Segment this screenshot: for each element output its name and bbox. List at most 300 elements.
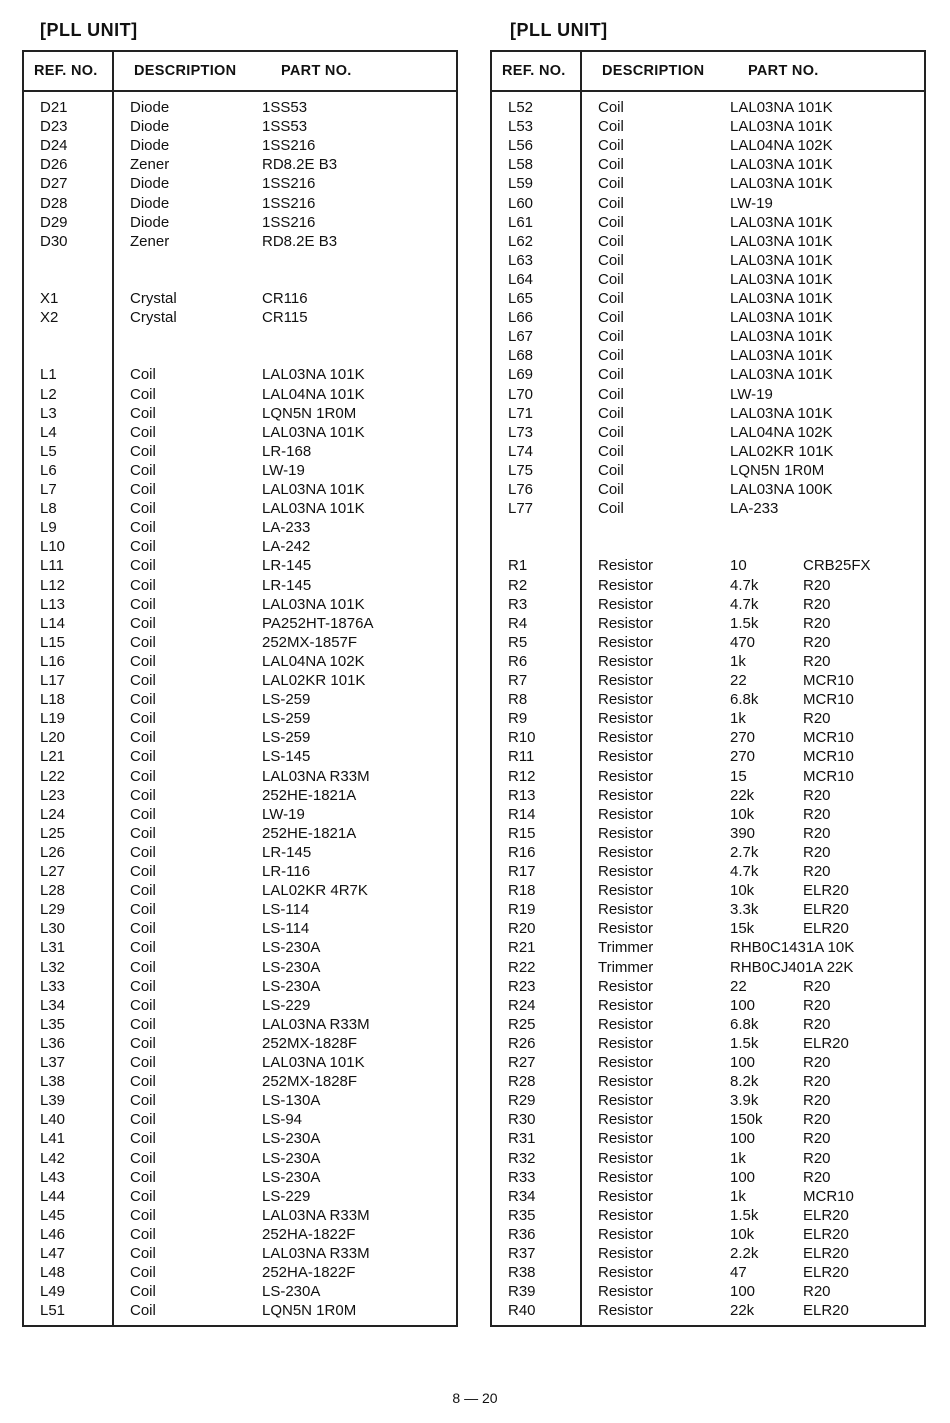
table-row xyxy=(24,938,456,957)
part-no-cell: 2.2k xyxy=(730,1245,759,1262)
table-row xyxy=(24,1282,456,1301)
part-no-cell: LAL03NA 101K xyxy=(730,404,833,422)
part-no-cell: 1SS216 xyxy=(262,194,316,212)
ref-no-cell: L64 xyxy=(508,270,534,288)
ref-no-cell: L28 xyxy=(40,882,66,900)
table-row xyxy=(492,1034,924,1053)
table-row xyxy=(492,1129,924,1148)
description-cell: Resistor xyxy=(598,1187,654,1205)
part-no-cell: LR-145 xyxy=(262,843,312,861)
description-cell: Resistor xyxy=(598,1302,654,1320)
ref-no-cell: D29 xyxy=(40,213,68,231)
table-row xyxy=(24,843,456,862)
table-row xyxy=(24,633,456,652)
table-row xyxy=(492,652,924,671)
part-type-cell: R20 xyxy=(803,576,831,594)
description-cell: Resistor xyxy=(598,1130,654,1148)
description-cell: Coil xyxy=(130,996,156,1014)
table-row xyxy=(492,862,924,881)
description-cell: Crystal xyxy=(130,309,177,327)
part-no-cell: 22 xyxy=(730,977,747,995)
table-row xyxy=(492,690,924,709)
description-cell: Resistor xyxy=(598,1225,654,1243)
ref-no-cell: L43 xyxy=(40,1168,66,1186)
part-no-cell: 22k xyxy=(730,1302,755,1320)
part-no-cell: LAL03NA 101K xyxy=(262,500,365,518)
ref-no-cell: R8 xyxy=(508,691,528,709)
description-cell: Resistor xyxy=(598,767,654,785)
part-type-cell: R20 xyxy=(803,652,831,670)
part-no-cell: 1SS216 xyxy=(262,175,316,193)
ref-no-cell: L69 xyxy=(508,366,534,384)
description-cell: Resistor xyxy=(598,1034,654,1052)
description-cell: Resistor xyxy=(598,920,654,938)
ref-no-cell: L40 xyxy=(40,1111,66,1129)
ref-no-cell: R33 xyxy=(508,1168,536,1186)
ref-no-cell: L18 xyxy=(40,691,66,709)
ref-no-cell: R38 xyxy=(508,1264,536,1282)
table-row xyxy=(492,1225,924,1244)
part-no-cell: RD8.2E B3 xyxy=(262,232,338,250)
ref-no-cell: D26 xyxy=(40,156,68,174)
table-row xyxy=(492,824,924,843)
description-cell: Resistor xyxy=(598,901,654,919)
ref-no-cell: D23 xyxy=(40,118,68,136)
description-cell: Coil xyxy=(598,442,624,460)
table-row xyxy=(492,1263,924,1282)
ref-no-cell: L73 xyxy=(508,423,534,441)
description-cell: Coil xyxy=(598,194,624,212)
part-type-cell: R20 xyxy=(803,1111,831,1129)
description-cell: Coil xyxy=(130,1054,156,1071)
table-row xyxy=(24,136,456,155)
part-no-cell: LAL03NA 101K xyxy=(262,1054,365,1071)
ref-no-cell: L21 xyxy=(40,748,66,766)
ref-no-cell: L63 xyxy=(508,251,534,269)
part-type-cell: MCR10 xyxy=(803,729,854,747)
header-description: DESCRIPTION xyxy=(134,63,237,79)
description-cell: Resistor xyxy=(598,843,654,861)
description-cell: Coil xyxy=(130,1073,156,1091)
ref-no-cell: L41 xyxy=(40,1130,66,1148)
ref-no-cell: L71 xyxy=(508,404,534,422)
ref-no-cell: L59 xyxy=(508,175,534,193)
table-row xyxy=(24,595,456,614)
description-cell: Coil xyxy=(130,863,156,880)
description-cell: Zener xyxy=(130,232,170,250)
part-no-cell: LAL03NA R33M xyxy=(262,1015,370,1033)
description-cell: Diode xyxy=(130,213,170,231)
description-cell: Coil xyxy=(130,1034,156,1052)
part-type-cell: ELR20 xyxy=(803,1302,849,1320)
description-cell: Coil xyxy=(130,805,156,823)
table-row xyxy=(24,442,456,461)
table-row xyxy=(492,499,924,518)
table-row xyxy=(24,1206,456,1225)
description-cell: Coil xyxy=(130,1111,156,1129)
part-no-cell: 100 xyxy=(730,1130,756,1148)
part-type-cell: ELR20 xyxy=(803,1034,849,1052)
ref-no-cell: R25 xyxy=(508,1015,536,1033)
table-row xyxy=(24,652,456,671)
part-no-cell: LS-230A xyxy=(262,977,321,995)
part-no-cell: LS-229 xyxy=(262,996,311,1014)
ref-no-cell: L3 xyxy=(40,404,57,422)
part-no-cell: LAL04NA 102K xyxy=(730,423,833,441)
part-type-cell: R20 xyxy=(803,824,831,842)
description-cell: Coil xyxy=(598,500,624,518)
part-type-cell: MCR10 xyxy=(803,1187,854,1205)
part-no-cell: LS-259 xyxy=(262,691,311,709)
table-row xyxy=(24,958,456,977)
ref-no-cell: R11 xyxy=(508,748,535,766)
table-row xyxy=(24,690,456,709)
table-row xyxy=(492,671,924,690)
part-type-cell: ELR20 xyxy=(803,1264,849,1282)
part-no-cell: LS-230A xyxy=(262,939,321,957)
ref-no-cell: L42 xyxy=(40,1149,66,1167)
part-type-cell: ELR20 xyxy=(803,1225,849,1243)
ref-no-cell: L6 xyxy=(40,461,57,479)
table-row xyxy=(24,365,456,384)
ref-no-cell: D27 xyxy=(40,175,68,193)
table-row xyxy=(492,1110,924,1129)
part-no-cell: 10k xyxy=(730,805,755,823)
part-no-cell: 8.2k xyxy=(730,1073,759,1091)
description-cell: Coil xyxy=(130,1149,156,1167)
part-type-cell: R20 xyxy=(803,1168,831,1186)
table-row xyxy=(24,1301,456,1320)
ref-no-cell: L1 xyxy=(40,366,57,384)
part-no-cell: 252MX-1828F xyxy=(262,1073,358,1091)
ref-no-cell: L9 xyxy=(40,519,57,537)
table-row xyxy=(492,747,924,766)
description-cell: Diode xyxy=(130,175,170,193)
part-no-cell: 252MX-1857F xyxy=(262,633,358,651)
description-cell: Coil xyxy=(130,977,156,995)
part-no-cell: LS-114 xyxy=(262,901,310,919)
description-cell: Resistor xyxy=(598,977,654,995)
part-type-cell: R20 xyxy=(803,1149,831,1167)
table-header xyxy=(492,52,924,92)
ref-no-cell: R22 xyxy=(508,958,536,976)
part-type-cell: R20 xyxy=(803,805,831,823)
description-cell: Coil xyxy=(130,1092,156,1110)
part-type-cell: ELR20 xyxy=(803,901,849,919)
part-no-cell: LS-230A xyxy=(262,958,321,976)
table-header xyxy=(24,52,456,92)
table-row xyxy=(492,423,924,442)
ref-no-cell: L66 xyxy=(508,309,534,327)
part-no-cell: 470 xyxy=(730,633,756,651)
ref-no-cell: R24 xyxy=(508,996,536,1014)
ref-no-cell: L70 xyxy=(508,385,534,403)
table-row xyxy=(24,919,456,938)
description-cell: Coil xyxy=(130,691,156,709)
table-row xyxy=(492,194,924,213)
table-row xyxy=(24,1053,456,1072)
table-row xyxy=(492,633,924,652)
ref-no-cell: L44 xyxy=(40,1187,66,1205)
table-row xyxy=(492,365,924,384)
table-row xyxy=(24,423,456,442)
table-row xyxy=(24,728,456,747)
table-row xyxy=(492,786,924,805)
description-cell: Resistor xyxy=(598,1073,654,1091)
ref-no-cell: L20 xyxy=(40,729,66,747)
table-row xyxy=(24,98,456,117)
description-cell: Coil xyxy=(598,175,624,193)
part-no-cell: 15 xyxy=(730,767,747,785)
table-row xyxy=(24,614,456,633)
ref-no-cell: L36 xyxy=(40,1034,66,1052)
ref-no-cell: L74 xyxy=(508,442,534,460)
part-type-cell: R20 xyxy=(803,843,831,861)
description-cell: Coil xyxy=(598,347,624,365)
part-type-cell: R20 xyxy=(803,1092,831,1110)
part-no-cell: LS-94 xyxy=(262,1111,303,1129)
part-type-cell: MCR10 xyxy=(803,767,854,785)
description-cell: Resistor xyxy=(598,1206,654,1224)
ref-no-cell: L8 xyxy=(40,500,57,518)
part-no-cell: 100 xyxy=(730,1283,756,1301)
ref-no-cell: L17 xyxy=(40,672,66,689)
table-row xyxy=(24,556,456,575)
ref-no-cell: L67 xyxy=(508,328,534,346)
description-cell: Resistor xyxy=(598,996,654,1014)
ref-no-cell: L19 xyxy=(40,710,66,728)
part-type-cell: MCR10 xyxy=(803,748,854,766)
part-no-cell: 100 xyxy=(730,996,756,1014)
ref-no-cell: L30 xyxy=(40,920,66,938)
table-row xyxy=(24,537,456,556)
description-cell: Coil xyxy=(598,461,624,479)
part-no-cell: LAL03NA 101K xyxy=(730,309,833,327)
part-type-cell: R20 xyxy=(803,614,831,632)
part-no-cell: LAL03NA 101K xyxy=(730,232,833,250)
table-row xyxy=(492,232,924,251)
ref-no-cell: L22 xyxy=(40,767,66,785)
ref-no-cell: R16 xyxy=(508,843,536,861)
description-cell: Coil xyxy=(130,1264,156,1282)
description-cell: Resistor xyxy=(598,863,654,880)
description-cell: Coil xyxy=(130,710,156,728)
description-cell: Coil xyxy=(130,652,156,670)
part-no-cell: 252HA-1822F xyxy=(262,1225,356,1243)
description-cell: Zener xyxy=(130,156,170,174)
part-no-cell: LS-230A xyxy=(262,1283,321,1301)
part-no-cell: 1k xyxy=(730,710,746,728)
part-type-cell: R20 xyxy=(803,633,831,651)
description-cell: Coil xyxy=(130,767,156,785)
table-row xyxy=(492,1168,924,1187)
table-row xyxy=(24,232,456,251)
description-cell: Coil xyxy=(130,672,156,689)
part-no-cell: 10k xyxy=(730,882,755,900)
part-no-cell: 100 xyxy=(730,1168,756,1186)
ref-no-cell: L16 xyxy=(40,652,66,670)
ref-no-cell: L58 xyxy=(508,156,534,174)
description-cell: Resistor xyxy=(598,633,654,651)
part-no-cell: LS-230A xyxy=(262,1130,321,1148)
part-type-cell: ELR20 xyxy=(803,1245,849,1262)
table-row xyxy=(24,1015,456,1034)
table-row xyxy=(24,385,456,404)
table-row xyxy=(492,1015,924,1034)
ref-no-cell: L35 xyxy=(40,1015,66,1033)
description-cell: Coil xyxy=(598,423,624,441)
section-title-right: [PLL UNIT] xyxy=(510,20,608,40)
ref-no-cell: D30 xyxy=(40,232,68,250)
ref-no-cell: L23 xyxy=(40,786,66,804)
table-row xyxy=(492,1072,924,1091)
ref-no-cell: L75 xyxy=(508,461,534,479)
description-cell: Diode xyxy=(130,194,170,212)
table-row xyxy=(492,1149,924,1168)
ref-no-cell: L39 xyxy=(40,1092,66,1110)
header-part-no: PART NO. xyxy=(748,63,819,79)
description-cell: Trimmer xyxy=(598,958,654,976)
part-no-cell: 252HA-1822F xyxy=(262,1264,356,1282)
ref-no-cell: L12 xyxy=(40,576,66,594)
part-no-cell: CR115 xyxy=(262,309,308,327)
part-no-cell: LS-114 xyxy=(262,920,310,938)
part-no-cell: 150k xyxy=(730,1111,763,1129)
table-row xyxy=(492,767,924,786)
table-row xyxy=(492,174,924,193)
table-row xyxy=(24,499,456,518)
part-no-cell: LAL03NA 101K xyxy=(730,213,833,231)
description-cell: Coil xyxy=(130,958,156,976)
description-cell: Coil xyxy=(130,442,156,460)
part-no-cell: LR-116 xyxy=(262,863,311,880)
table-row xyxy=(492,958,924,977)
part-no-cell: 3.9k xyxy=(730,1092,759,1110)
table-row xyxy=(492,117,924,136)
section-title-left: [PLL UNIT] xyxy=(40,20,138,40)
table-row xyxy=(24,1034,456,1053)
part-type-cell: MCR10 xyxy=(803,672,854,689)
ref-no-cell: R3 xyxy=(508,595,528,613)
description-cell: Trimmer xyxy=(598,939,654,957)
ref-no-cell: L38 xyxy=(40,1073,66,1091)
part-no-cell: LAL03NA 101K xyxy=(730,99,833,116)
table-row xyxy=(24,747,456,766)
table-row xyxy=(492,1282,924,1301)
description-cell: Coil xyxy=(130,633,156,651)
table-row xyxy=(492,346,924,365)
ref-no-cell: R32 xyxy=(508,1149,536,1167)
description-cell: Coil xyxy=(130,1168,156,1186)
part-no-cell: LS-130A xyxy=(262,1092,321,1110)
table-row xyxy=(24,117,456,136)
ref-no-cell: R19 xyxy=(508,901,536,919)
part-no-cell: LAL03NA 101K xyxy=(730,347,833,365)
description-cell: Coil xyxy=(130,939,156,957)
ref-no-cell: R23 xyxy=(508,977,536,995)
table-row xyxy=(492,518,924,537)
ref-no-cell: R31 xyxy=(508,1130,536,1148)
description-cell: Coil xyxy=(130,1283,156,1301)
ref-no-cell: R21 xyxy=(508,939,536,957)
table-row xyxy=(492,155,924,174)
ref-no-cell: L13 xyxy=(40,595,66,613)
table-row xyxy=(492,537,924,556)
table-row xyxy=(24,270,456,289)
ref-no-cell: L62 xyxy=(508,232,534,250)
part-no-cell: LW-19 xyxy=(730,385,773,403)
description-cell: Resistor xyxy=(598,691,654,709)
table-row xyxy=(492,1244,924,1263)
ref-no-cell: X1 xyxy=(40,290,59,307)
part-type-cell: R20 xyxy=(803,1283,831,1301)
part-no-cell: LAL03NA 101K xyxy=(262,423,365,441)
description-cell: Coil xyxy=(130,901,156,919)
part-type-cell: R20 xyxy=(803,595,831,613)
ref-no-cell: R20 xyxy=(508,920,536,938)
table-row xyxy=(492,442,924,461)
table-row xyxy=(24,1187,456,1206)
part-no-cell: 1k xyxy=(730,652,746,670)
table-row xyxy=(492,843,924,862)
part-no-cell: 270 xyxy=(730,748,756,766)
part-no-cell: LW-19 xyxy=(730,194,773,212)
part-no-cell: LAL03NA 100K xyxy=(730,481,833,498)
parts-table-right xyxy=(490,50,926,1327)
part-no-cell: LA-233 xyxy=(262,519,311,537)
part-no-cell: 47 xyxy=(730,1264,747,1282)
table-row xyxy=(24,308,456,327)
ref-no-cell: R17 xyxy=(508,863,536,880)
table-row xyxy=(24,996,456,1015)
ref-no-cell: R39 xyxy=(508,1283,536,1301)
ref-no-cell: R18 xyxy=(508,882,536,900)
table-row xyxy=(24,289,456,308)
part-type-cell: R20 xyxy=(803,996,831,1014)
ref-no-cell: L45 xyxy=(40,1206,66,1224)
description-cell: Coil xyxy=(130,1206,156,1224)
part-no-cell: RD8.2E B3 xyxy=(262,156,338,174)
part-no-cell: LAL03NA 101K xyxy=(730,156,833,174)
part-no-cell: RHB0C1431A 10K xyxy=(730,939,855,957)
description-cell: Diode xyxy=(130,118,170,136)
part-no-cell: LR-145 xyxy=(262,557,312,575)
part-type-cell: R20 xyxy=(803,710,831,728)
table-row xyxy=(24,977,456,996)
table-row xyxy=(492,614,924,633)
description-cell: Resistor xyxy=(598,1015,654,1033)
ref-no-cell: L11 xyxy=(40,557,64,575)
description-cell: Resistor xyxy=(598,557,654,575)
ref-no-cell: D28 xyxy=(40,194,68,212)
part-no-cell: 1SS53 xyxy=(262,118,308,136)
ref-no-cell: L31 xyxy=(40,939,66,957)
ref-no-cell: L76 xyxy=(508,481,534,498)
table-row xyxy=(492,404,924,423)
part-no-cell: 1.5k xyxy=(730,1206,759,1224)
part-no-cell: 22 xyxy=(730,672,747,689)
description-cell: Coil xyxy=(598,118,624,136)
ref-no-cell: R4 xyxy=(508,614,528,632)
header-description: DESCRIPTION xyxy=(602,63,705,79)
description-cell: Resistor xyxy=(598,824,654,842)
ref-no-cell: L5 xyxy=(40,442,57,460)
ref-no-cell: R2 xyxy=(508,576,528,594)
description-cell: Resistor xyxy=(598,1092,654,1110)
ref-no-cell: L56 xyxy=(508,137,534,155)
part-no-cell: LAL02KR 4R7K xyxy=(262,882,368,900)
part-no-cell: LQN5N 1R0M xyxy=(730,461,825,479)
